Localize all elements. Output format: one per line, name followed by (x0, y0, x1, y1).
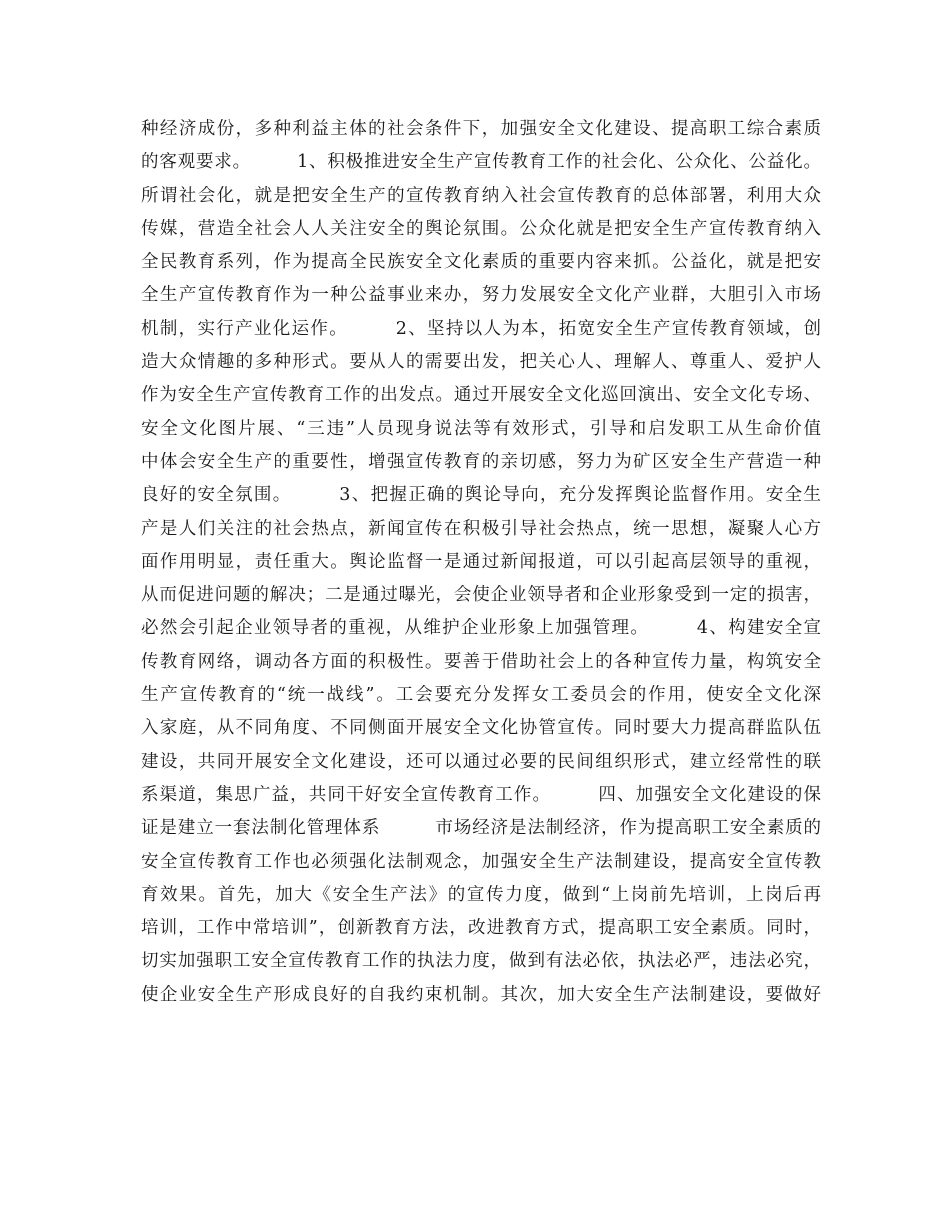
text-line: 良好的安全氛围。 3、把握正确的舆论导向，充分发挥舆论监督作用。安全生 (141, 485, 821, 506)
text-line: 使企业安全生产形成良好的自我约束机制。其次，加大安全生产法制建设，要做好 (141, 984, 821, 1005)
text-line: 所谓社会化，就是把安全生产的宣传教育纳入社会宣传教育的总体部署，利用大众 (141, 185, 821, 206)
text-line: 造大众情趣的多种形式。要从人的需要出发，把关心人、理解人、尊重人、爱护人 (141, 352, 821, 373)
text-line: 安全宣传教育工作也必须强化法制观念，加强安全生产法制建设，提高安全宣传教 (141, 851, 821, 872)
text-line: 必然会引起企业领导者的重视，从维护企业形象上加强管理。 4、构建安全宣 (141, 618, 821, 639)
text-line: 传教育网络，调动各方面的积极性。要善于借助社会上的各种宣传力量，构筑安全 (141, 651, 821, 672)
text-line: 面作用明显，责任重大。舆论监督一是通过新闻报道，可以引起高层领导的重视， (141, 551, 821, 572)
text-line: 中体会安全生产的重要性，增强宣传教育的亲切感，努力为矿区安全生产营造一种 (141, 451, 821, 472)
text-line: 机制，实行产业化运作。 2、坚持以人为本，拓宽安全生产宣传教育领域，创 (141, 318, 821, 339)
text-line: 的客观要求。 1、积极推进安全生产宣传教育工作的社会化、公众化、公益化。 (141, 152, 821, 173)
text-line: 作为安全生产宣传教育工作的出发点。通过开展安全文化巡回演出、安全文化专场、 (141, 385, 821, 406)
text-line: 证是建立一套法制化管理体系 市场经济是法制经济，作为提高职工安全素质的 (141, 818, 821, 839)
text-line: 传媒，营造全社会人人关注安全的舆论氛围。公众化就是把安全生产宣传教育纳入 (141, 218, 821, 239)
text-line: 育效果。首先，加大《安全生产法》的宣传力度，做到“上岗前先培训，上岗后再 (141, 884, 821, 905)
text-line: 从而促进问题的解决；二是通过曝光，会使企业领导者和企业形象受到一定的损害， (141, 585, 821, 606)
text-line: 生产宣传教育的“统一战线”。工会要充分发挥女工委员会的作用，使安全文化深 (141, 685, 821, 706)
text-line: 全民教育系列，作为提高全民族安全文化素质的重要内容来抓。公益化，就是把安 (141, 252, 821, 273)
text-line: 安全文化图片展、“三违”人员现身说法等有效形式，引导和启发职工从生命价值 (141, 418, 821, 439)
text-line: 入家庭，从不同角度、不同侧面开展安全文化协管宣传。同时要大力提高群监队伍 (141, 718, 821, 739)
text-line: 培训，工作中常培训”，创新教育方法，改进教育方式，提高职工安全素质。同时， (141, 918, 821, 939)
text-line: 产是人们关注的社会热点，新闻宣传在积极引导社会热点，统一思想，凝聚人心方 (141, 518, 821, 539)
text-line: 系渠道，集思广益，共同干好安全宣传教育工作。 四、加强安全文化建设的保 (141, 784, 821, 805)
text-line: 种经济成份，多种利益主体的社会条件下，加强安全文化建设、提高职工综合素质 (141, 119, 821, 139)
text-line: 建设，共同开展安全文化建设，还可以通过必要的民间组织形式，建立经常性的联 (141, 751, 821, 772)
text-line: 切实加强职工安全宣传教育工作的执法力度，做到有法必依，执法必严，违法必究， (141, 951, 821, 972)
text-line: 全生产宣传教育作为一种公益事业来办，努力发展安全文化产业群，大胆引入市场 (141, 285, 821, 306)
body-text (141, 113, 821, 1012)
